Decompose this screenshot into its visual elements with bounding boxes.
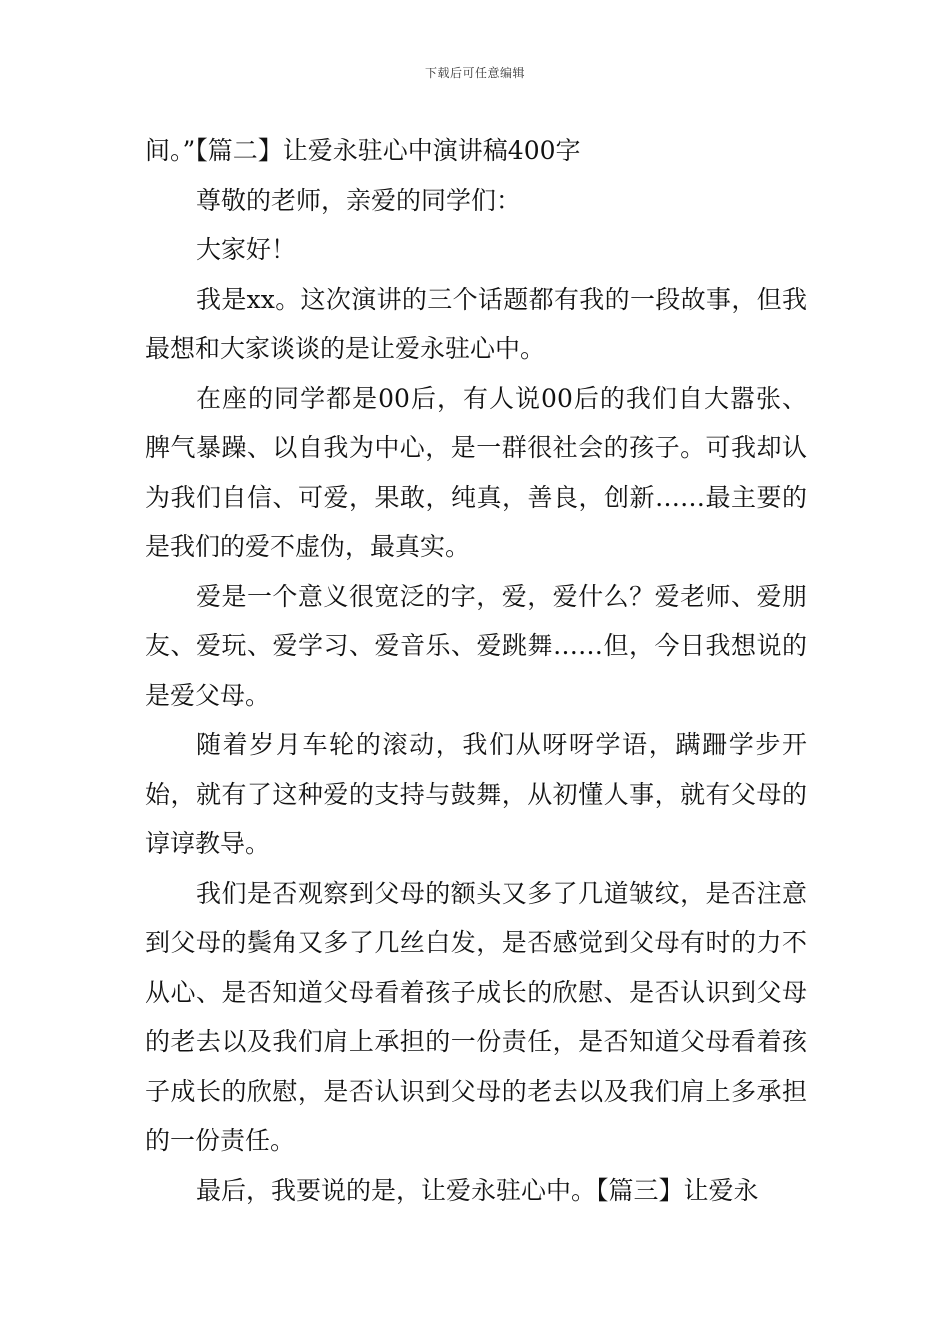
paragraph-6: 爱是一个意义很宽泛的字，爱，爱什么？爱老师、爱朋友、爱玩、爱学习、爱音乐、爱跳舞……但，今日我想说的是爱父母。 <box>145 581 807 710</box>
paragraph-9: 最后，我要说的是，让爱永驻心中。【篇三】让爱永 <box>196 1175 759 1205</box>
paragraph-1: 间。”【篇二】让爱永驻心中演讲稿400字 <box>145 136 581 165</box>
paragraph-5: 在座的同学都是00后，有人说00后的我们自大嚣张、脾气暴躁、以自我为中心，是一群很社会的孩子。可我却认为我们自信、可爱，果敢，纯真，善良，创新……最主要的是我们的爱不虚伪，最真实。 <box>145 383 807 561</box>
paragraph-2: 尊敬的老师，亲爱的同学们： <box>196 185 522 215</box>
paragraph-4: 我是xx。这次演讲的三个话题都有我的一段故事，但我最想和大家谈谈的是让爱永驻心中。 <box>145 284 807 363</box>
paragraph-7: 随着岁月车轮的滚动，我们从呀呀学语，蹒跚学步开始，就有了这种爱的支持与鼓舞，从初懂人事，就有父母的谆谆教导。 <box>145 730 807 858</box>
document-body <box>145 126 807 1215</box>
paragraph-8: 我们是否观察到父母的额头又多了几道皱纹，是否注意到父母的鬓角又多了几丝白发，是否感觉到父母有时的力不从心、是否知道父母看着孩子成长的欣慰、是否认识到父母的老去以及我们肩上承担的一份责任，是否知道父母看着孩子成长的欣慰，是否认识到父母的老去以及我们肩上多承担的一份责任。 <box>145 878 807 1155</box>
paragraph-3: 大家好！ <box>196 235 297 264</box>
page-header: 下载后可任意编辑 <box>424 66 525 80</box>
